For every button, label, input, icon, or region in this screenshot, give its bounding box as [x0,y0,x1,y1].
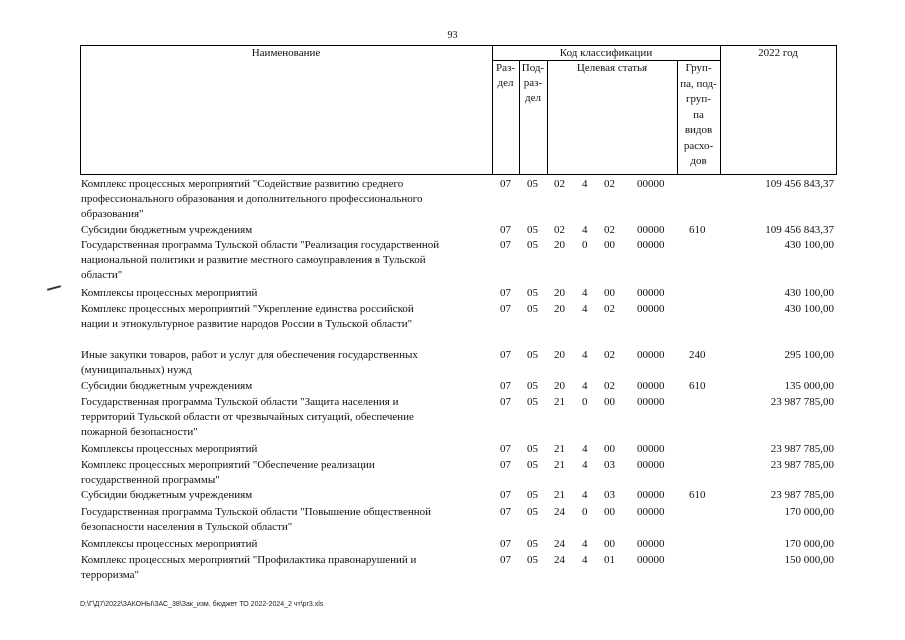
cell-c1: 21 [554,443,565,455]
cell-c1: 02 [554,224,565,236]
cell-c4: 00000 [637,443,665,455]
cell-sum: 23 987 785,00 [770,396,834,408]
cell-sum: 430 100,00 [784,287,834,299]
row-name-line: Комплексы процессных мероприятий [81,443,258,455]
row-name [81,379,486,394]
cell-pr: 05 [527,349,538,361]
row-name [81,348,486,378]
row-name-line: образования" [81,208,144,220]
cell-pr: 05 [527,178,538,190]
header-razdel: Раз- дел [495,62,515,89]
row-name-line: Комплекс процессных мероприятий "Содействие развитию среднего [81,178,404,190]
row-name-line: безопасности населения в Тульской области" [81,521,293,533]
row-name-line: области" [81,269,123,281]
cell-c3: 00 [604,396,615,408]
cell-c2: 0 [582,396,588,408]
cell-pr: 05 [527,396,538,408]
cell-sum: 150 000,00 [784,554,834,566]
row-name-line: Государственная программа Тульской области "Защита населения и [81,396,399,408]
cell-c3: 01 [604,554,615,566]
cell-pr: 05 [527,224,538,236]
cell-r: 07 [500,349,511,361]
cell-c3: 00 [604,443,615,455]
cell-r: 07 [500,554,511,566]
cell-r: 07 [500,239,511,251]
cell-c2: 4 [582,459,588,471]
row-name-line: Субсидии бюджетным учреждениям [81,224,253,236]
row-name [81,302,486,332]
cell-sum: 170 000,00 [784,538,834,550]
row-name [81,488,486,503]
cell-sum: 109 456 843,37 [765,224,834,236]
cell-vr: 610 [689,380,706,392]
row-name [81,537,486,552]
row-name-line: национальной политики и развитие местного самоуправления в Тульской [81,254,426,266]
row-name-line: пожарной безопасности" [81,426,198,438]
cell-c1: 21 [554,396,565,408]
cell-pr: 05 [527,303,538,315]
cell-pr: 05 [527,380,538,392]
cell-c3: 02 [604,349,615,361]
row-name-line: Комплекс процессных мероприятий "Обеспечение реализации [81,459,375,471]
row-name-line: нации и этнокультурное развитие народов России в Тульской области" [81,318,413,330]
cell-c1: 20 [554,239,565,251]
cell-c4: 00000 [637,303,665,315]
cell-c4: 00000 [637,489,665,501]
row-name [81,505,486,535]
cell-c2: 4 [582,489,588,501]
col-divider [547,60,548,175]
cell-r: 07 [500,287,511,299]
cell-c1: 24 [554,554,565,566]
row-name-line: Комплексы процессных мероприятий [81,538,258,550]
cell-c1: 20 [554,380,565,392]
cell-pr: 05 [527,459,538,471]
cell-c4: 00000 [637,380,665,392]
cell-c3: 02 [604,224,615,236]
row-name [81,458,486,488]
cell-c2: 0 [582,506,588,518]
cell-c2: 0 [582,239,588,251]
cell-c4: 00000 [637,239,665,251]
cell-c2: 4 [582,349,588,361]
cell-c1: 20 [554,349,565,361]
row-name-line: Комплекс процессных мероприятий "Профилактика правонарушений и [81,554,417,566]
cell-c3: 00 [604,538,615,550]
cell-r: 07 [500,443,511,455]
row-name-line: Субсидии бюджетным учреждениям [81,380,253,392]
cell-c1: 24 [554,538,565,550]
cell-pr: 05 [527,489,538,501]
row-name-line: Иные закупки товаров, работ и услуг для обеспечения государственных [81,349,418,361]
footer-file-path: D:\Г\Д7\2022\ЗАКОНЫ\ЗАС_38\Зак_изм. бюджет ТО 2022-2024_2 чт\pr3.xls [80,601,324,608]
cell-r: 07 [500,303,511,315]
cell-sum: 23 987 785,00 [770,459,834,471]
cell-c4: 00000 [637,287,665,299]
cell-c3: 03 [604,459,615,471]
cell-c3: 00 [604,506,615,518]
cell-r: 07 [500,506,511,518]
cell-c3: 03 [604,489,615,501]
cell-r: 07 [500,396,511,408]
cell-c1: 20 [554,287,565,299]
cell-c1: 20 [554,303,565,315]
header-bottom-border [80,174,837,175]
row-name [81,223,486,238]
row-name [81,553,486,583]
cell-c3: 02 [604,303,615,315]
cell-c4: 00000 [637,506,665,518]
right-border [836,45,837,175]
header-podrazdel: Под- раз- дел [521,62,545,104]
cell-vr: 610 [689,489,706,501]
header-name: Наименование [251,47,321,59]
row-name-line: профессионального образования и дополнительного профессионального [81,193,423,205]
row-name-line: Комплекс процессных мероприятий "Укрепление единства российской [81,303,414,315]
cell-r: 07 [500,380,511,392]
cell-c4: 00000 [637,349,665,361]
header-code: Код классификации [559,47,653,59]
cell-pr: 05 [527,287,538,299]
row-name-line: Субсидии бюджетным учреждениям [81,489,253,501]
cell-r: 07 [500,459,511,471]
cell-pr: 05 [527,239,538,251]
cell-c1: 02 [554,178,565,190]
cell-pr: 05 [527,554,538,566]
cell-c2: 4 [582,538,588,550]
cell-c4: 00000 [637,459,665,471]
cell-sum: 430 100,00 [784,303,834,315]
row-name-line: терроризма" [81,569,140,581]
cell-c2: 4 [582,178,588,190]
cell-c4: 00000 [637,178,665,190]
cell-c2: 4 [582,443,588,455]
row-name [81,177,486,222]
cell-c3: 00 [604,239,615,251]
cell-c2: 4 [582,303,588,315]
cell-c3: 00 [604,287,615,299]
cell-c2: 4 [582,224,588,236]
cell-r: 07 [500,538,511,550]
cell-c4: 00000 [637,538,665,550]
row-name-line: Государственная программа Тульской области "Реализация государственной [81,239,440,251]
page-number: 93 [447,30,458,41]
row-name-line: территорий Тульской области от чрезвычайных ситуаций, обеспечение [81,411,414,423]
cell-c2: 4 [582,554,588,566]
row-name-line: государственной программы" [81,474,220,486]
cell-c1: 21 [554,459,565,471]
col-divider [720,45,721,175]
row-name [81,286,486,301]
cell-sum: 170 000,00 [784,506,834,518]
row-name-line: Комплексы процессных мероприятий [81,287,258,299]
cell-c1: 24 [554,506,565,518]
cell-vr: 240 [689,349,706,361]
row-name [81,238,486,283]
header-year: 2022 год [758,47,798,59]
cell-pr: 05 [527,506,538,518]
row-name [81,395,486,440]
cell-c2: 4 [582,380,588,392]
cell-c4: 00000 [637,554,665,566]
cell-c1: 21 [554,489,565,501]
cell-sum: 135 000,00 [784,380,834,392]
cell-r: 07 [500,178,511,190]
cell-c4: 00000 [637,396,665,408]
left-border [80,45,81,175]
cell-sum: 23 987 785,00 [770,489,834,501]
cell-sum: 295 100,00 [784,349,834,361]
cell-pr: 05 [527,443,538,455]
cell-sum: 430 100,00 [784,239,834,251]
header-gruppa: Груп- па, под- груп- па видов расхо- дов [680,62,717,167]
cell-c4: 00000 [637,224,665,236]
cell-r: 07 [500,489,511,501]
cell-sum: 23 987 785,00 [770,443,834,455]
row-name-line: Государственная программа Тульской области "Повышение общественной [81,506,431,518]
cell-c3: 02 [604,178,615,190]
cell-c2: 4 [582,287,588,299]
cell-pr: 05 [527,538,538,550]
header-celevaya: Целевая статья [576,62,648,74]
row-name-line: (муниципальных) нужд [81,364,192,376]
row-name [81,442,486,457]
cell-vr: 610 [689,224,706,236]
cell-c3: 02 [604,380,615,392]
cell-sum: 109 456 843,37 [765,178,834,190]
cell-r: 07 [500,224,511,236]
